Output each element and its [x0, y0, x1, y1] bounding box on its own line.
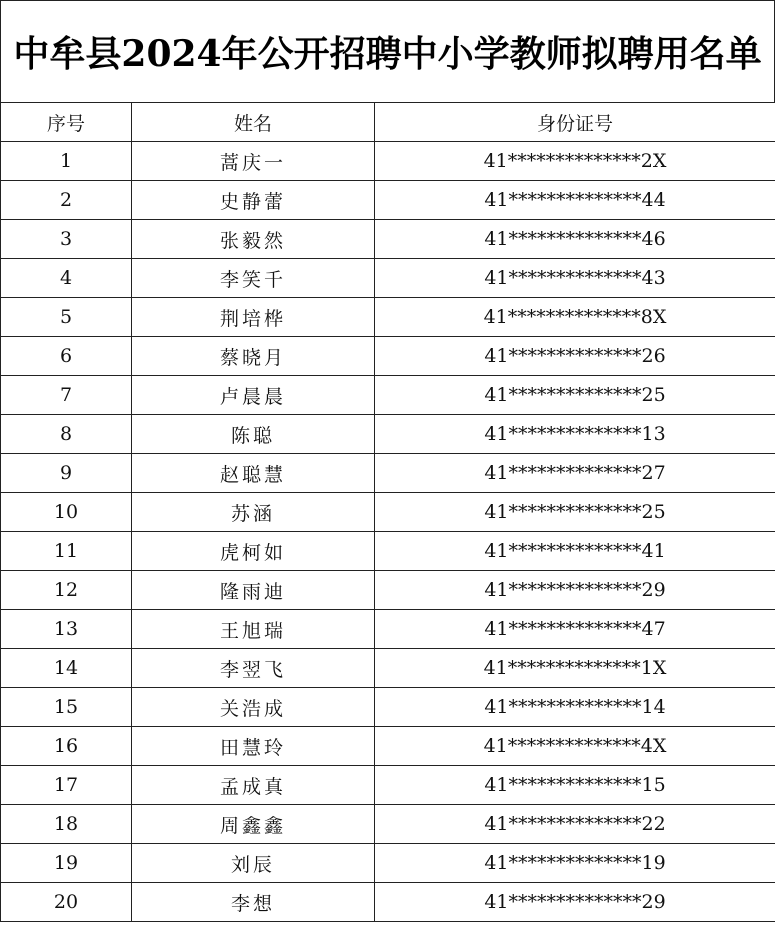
cell-index: 10 — [1, 493, 132, 532]
cell-id: 41**************1X — [375, 649, 775, 688]
cell-index: 15 — [1, 688, 132, 727]
table-row — [1, 766, 775, 805]
header-row — [1, 103, 775, 142]
cell-id: 41**************25 — [375, 376, 775, 415]
cell-id: 41**************13 — [375, 415, 775, 454]
cell-index: 6 — [1, 337, 132, 376]
cell-id: 41**************47 — [375, 610, 775, 649]
cell-id: 41**************19 — [375, 844, 775, 883]
roster-body — [1, 142, 775, 922]
table-row — [1, 454, 775, 493]
cell-name: 孟成真 — [132, 766, 375, 805]
cell-name: 李笑千 — [132, 259, 375, 298]
cell-name: 李翌飞 — [132, 649, 375, 688]
table-row — [1, 181, 775, 220]
table-row — [1, 805, 775, 844]
cell-id: 41**************29 — [375, 571, 775, 610]
cell-id: 41**************14 — [375, 688, 775, 727]
page-title: 中牟县2024年公开招聘中小学教师拟聘用名单 — [13, 33, 762, 75]
cell-id: 41**************22 — [375, 805, 775, 844]
table-row — [1, 571, 775, 610]
table-row — [1, 415, 775, 454]
cell-name: 蒿庆一 — [132, 142, 375, 181]
cell-name: 陈聪 — [132, 415, 375, 454]
cell-id: 41**************26 — [375, 337, 775, 376]
cell-name: 蔡晓月 — [132, 337, 375, 376]
cell-index: 16 — [1, 727, 132, 766]
cell-id: 41**************4X — [375, 727, 775, 766]
cell-name: 田慧玲 — [132, 727, 375, 766]
cell-index: 13 — [1, 610, 132, 649]
cell-name: 刘辰 — [132, 844, 375, 883]
table-row — [1, 298, 775, 337]
cell-id: 41**************29 — [375, 883, 775, 922]
header-id: 身份证号 — [375, 103, 775, 142]
cell-id: 41**************15 — [375, 766, 775, 805]
table-row — [1, 844, 775, 883]
table-row — [1, 688, 775, 727]
table-row — [1, 142, 775, 181]
cell-index: 3 — [1, 220, 132, 259]
header-name: 姓名 — [132, 103, 375, 142]
cell-index: 14 — [1, 649, 132, 688]
cell-index: 4 — [1, 259, 132, 298]
cell-name: 隆雨迪 — [132, 571, 375, 610]
cell-id: 41**************2X — [375, 142, 775, 181]
cell-name: 王旭瑞 — [132, 610, 375, 649]
cell-name: 关浩成 — [132, 688, 375, 727]
cell-index: 17 — [1, 766, 132, 805]
cell-index: 5 — [1, 298, 132, 337]
cell-index: 18 — [1, 805, 132, 844]
cell-index: 20 — [1, 883, 132, 922]
table-row — [1, 727, 775, 766]
cell-name: 周鑫鑫 — [132, 805, 375, 844]
cell-name: 卢晨晨 — [132, 376, 375, 415]
table-row — [1, 493, 775, 532]
cell-index: 19 — [1, 844, 132, 883]
table-row — [1, 376, 775, 415]
table-row — [1, 532, 775, 571]
cell-name: 虎柯如 — [132, 532, 375, 571]
cell-name: 荆培桦 — [132, 298, 375, 337]
cell-index: 8 — [1, 415, 132, 454]
cell-name: 史静蕾 — [132, 181, 375, 220]
cell-index: 12 — [1, 571, 132, 610]
cell-name: 李想 — [132, 883, 375, 922]
cell-name: 苏涵 — [132, 493, 375, 532]
cell-id: 41**************43 — [375, 259, 775, 298]
table-row — [1, 883, 775, 922]
cell-index: 9 — [1, 454, 132, 493]
table-row — [1, 220, 775, 259]
cell-name: 赵聪慧 — [132, 454, 375, 493]
cell-index: 1 — [1, 142, 132, 181]
header-index: 序号 — [1, 103, 132, 142]
hiring-roster-table — [0, 102, 775, 922]
cell-id: 41**************46 — [375, 220, 775, 259]
table-row — [1, 649, 775, 688]
cell-id: 41**************8X — [375, 298, 775, 337]
table-row — [1, 337, 775, 376]
cell-index: 2 — [1, 181, 132, 220]
cell-name: 张毅然 — [132, 220, 375, 259]
cell-index: 11 — [1, 532, 132, 571]
table-row — [1, 610, 775, 649]
cell-id: 41**************25 — [375, 493, 775, 532]
cell-id: 41**************27 — [375, 454, 775, 493]
table-row — [1, 259, 775, 298]
cell-index: 7 — [1, 376, 132, 415]
title-banner — [0, 0, 775, 102]
cell-id: 41**************41 — [375, 532, 775, 571]
cell-id: 41**************44 — [375, 181, 775, 220]
